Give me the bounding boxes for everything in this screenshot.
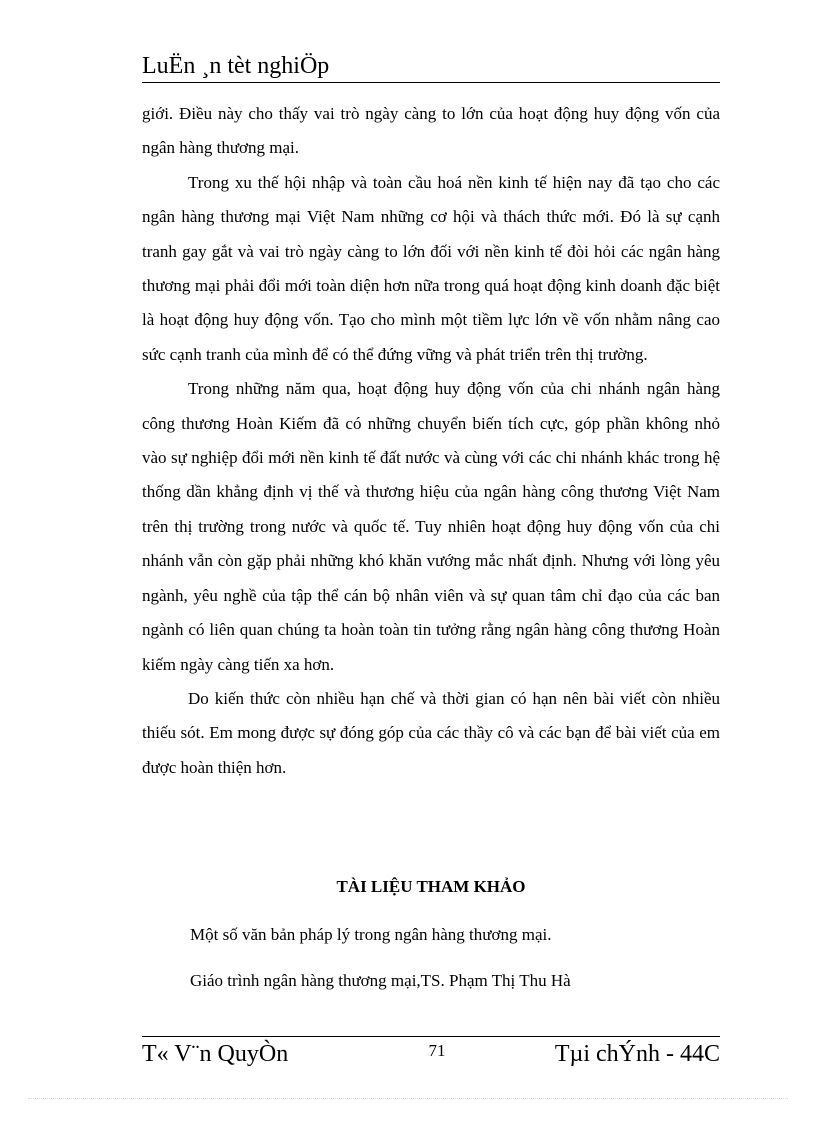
header-rule [142,82,720,83]
body-text [142,97,720,785]
footer-rule [142,1036,720,1037]
references-title: TÀI LIỆU THAM KHẢO [336,877,526,896]
paragraph: Do kiến thức còn nhiều hạn chế và thời gian có hạn nên bài viết còn nhiều thiếu sót. Em mong được sự đóng góp của các thầy cô và các bạn để bài viết của em được hoàn thiện hơn. [142,688,720,777]
page-edge-dotted-line [28,1098,788,1099]
page-header-title: LuËn ¸n tèt nghiÖp [142,53,330,79]
paragraph: giới. Điều này cho thấy vai trò ngày càng to lớn của hoạt động huy động vốn của ngân hàng thương mại. [142,104,720,158]
footer-class: Tµi chÝnh - 44C [554,1041,720,1067]
page-number: 71 [428,1041,446,1060]
paragraph: Trong những năm qua, hoạt động huy động vốn của chi nhánh ngân hàng công thương Hoàn Kiếm đã có những chuyển biến tích cực, góp phần không nhỏ vào sự nghiệp đổi mới nền kinh tế đất nước và cùng với các chi nhánh khác trong hệ thống dần khẳng định vị thế và thương hiệu của ngân hàng công thương Việt Nam trên thị trường trong nước và quốc tế. Tuy nhiên hoạt động huy động vốn của chi nhánh vẫn còn gặp phải những khó khăn vướng mắc nhất định. Nhưng với lòng yêu ngành, yêu nghề của tập thể cán bộ nhân viên và sự quan tâm chỉ đạo của các ban ngành có liên quan chúng ta hoàn toàn tin tưởng rằng ngân hàng công thương Hoàn kiếm ngày càng tiến xa hơn. [142,379,720,674]
reference-item: Một số văn bản pháp lý trong ngân hàng thương mại. [190,925,552,944]
reference-item: Giáo trình ngân hàng thương mại,TS. Phạm Thị Thu Hà [190,971,571,990]
footer-author: T« V¨n QuyÒn [142,1041,289,1067]
paragraph: Trong xu thế hội nhập và toàn cầu hoá nền kinh tế hiện nay đã tạo cho các ngân hàng thương mại Việt Nam những cơ hội và thách thức mới. Đó là sự cạnh tranh gay gắt và vai trò ngày càng to lớn đối với nền kinh tế đòi hỏi các ngân hàng thương mại phải đổi mới toàn diện hơn nữa trong quá hoạt động kinh doanh đặc biệt là hoạt động huy động vốn. Tạo cho mình một tiềm lực lớn về vốn nhằm nâng cao sức cạnh tranh của mình để có thể đứng vững và phát triển trên thị trường. [142,172,720,364]
